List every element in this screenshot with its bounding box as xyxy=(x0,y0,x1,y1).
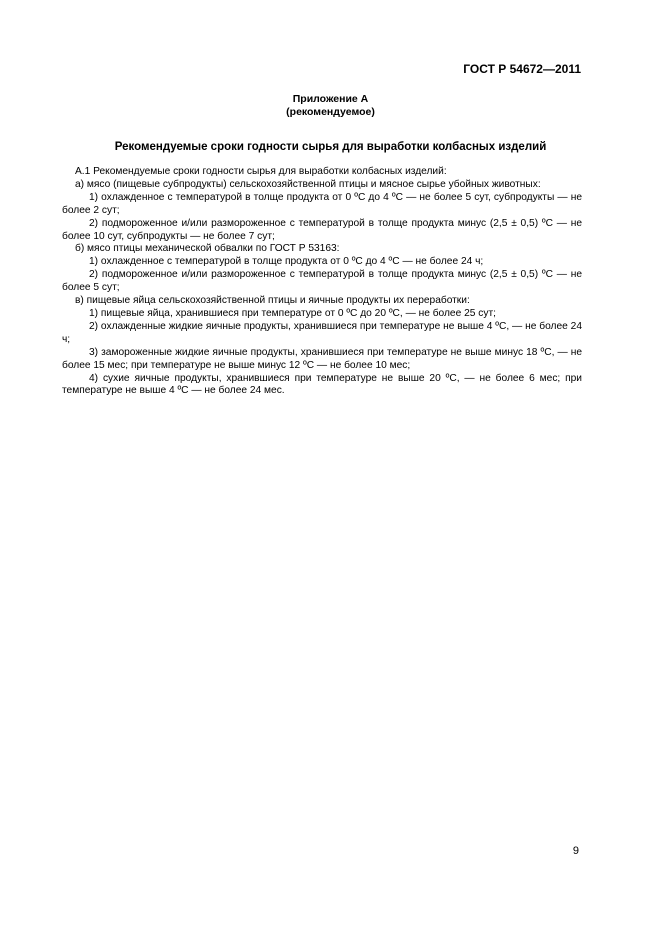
annex-block xyxy=(0,93,661,119)
list-item-b: б) мясо птицы механической обвалки по ГОСТ Р 53163: xyxy=(75,243,340,255)
annex-status: (рекомендуемое) xyxy=(286,106,375,118)
list-subitem-c3: 3) замороженные жидкие яичные продукты, хранившиеся при температуре не выше минус 18 ºС, — не более 15 мес; при температуре не выше минус 12 ºС — не более 10 мес; xyxy=(62,346,582,371)
list-subitem-a2: 2) подмороженное и/или размороженное с температурой в толще продукта минус (2,5 ± 0,5) ºС — не более 10 сут, субпродукты — не более 7 сут; xyxy=(62,217,582,242)
standard-number: ГОСТ Р 54672—2011 xyxy=(463,62,581,76)
list-item-c: в) пищевые яйца сельскохозяйственной птицы и яичные продукты их переработки: xyxy=(75,295,470,307)
list-subitem-c4: 4) сухие яичные продукты, хранившиеся при температуре не выше 20 ºС, — не более 6 мес; при температуре не выше 4 ºС — не более 24 мес. xyxy=(62,372,582,397)
list-subitem-b1: 1) охлажденное с температурой в толще продукта от 0 ºС до 4 ºС — не более 24 ч; xyxy=(89,256,484,268)
list-item-a: а) мясо (пищевые субпродукты) сельскохозяйственной птицы и мясное сырье убойных животных: xyxy=(75,178,541,190)
annex-title: Приложение А xyxy=(292,93,369,105)
section-heading: Рекомендуемые сроки годности сырья для выработки колбасных изделий xyxy=(114,141,547,153)
list-subitem-a1: 1) охлажденное с температурой в толще продукта от 0 ºС до 4 ºС — не более 5 сут, субпродукты — не более 2 сут; xyxy=(62,191,582,216)
page-number: 9 xyxy=(572,845,579,857)
paragraph-a1: А.1 Рекомендуемые сроки годности сырья для выработки колбасных изделий: xyxy=(75,166,447,177)
body-text xyxy=(62,166,582,398)
list-subitem-c2: 2) охлажденные жидкие яичные продукты, хранившиеся при температуре не выше 4 ºС, — не более 24 ч; xyxy=(62,320,582,345)
list-subitem-c1: 1) пищевые яйца, хранившиеся при температуре от 0 ºС до 20 ºС, — не более 25 сут; xyxy=(89,307,496,319)
list-subitem-b2: 2) подмороженное и/или размороженное с температурой в толще продукта минус (2,5 ± 0,5) ºС — не более 5 сут; xyxy=(62,269,582,294)
